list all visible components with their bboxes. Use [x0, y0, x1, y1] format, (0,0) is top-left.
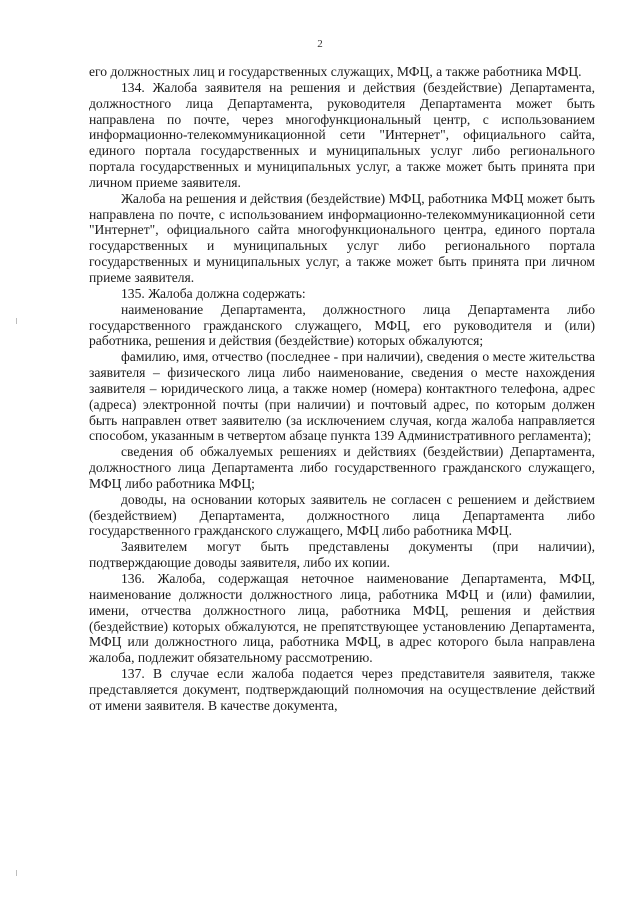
- paragraph-137: 137. В случае если жалоба подается через представителя заявителя, также представляется документ, подтверждающий полномочия на осуществление действий от имени заявителя. В качестве документа,: [89, 666, 595, 713]
- paragraph-134-mfc: Жалоба на решения и действия (бездействие) МФЦ, работника МФЦ может быть направлена по почте, с использованием информационно-телекоммуникационной сети "Интернет", официального сайта многофункционального центра, единого портала государственных и муниципальных услуг либо регионального портала государственных и муниципальных услуг, а также может быть принята при личном приеме заявителя.: [89, 190, 595, 285]
- paragraph-135: 135. Жалоба должна содержать:: [121, 285, 306, 301]
- scan-mark: [16, 318, 17, 324]
- document-body: [89, 64, 595, 714]
- paragraph-136: 136. Жалоба, содержащая неточное наименование Департамента, МФЦ, наименование должности должностного лица, работника МФЦ и (или) фамилии, имени, отчества должностного лица, работника МФЦ, решения и действия (бездействие) которых обжалуются, не препятствующее установлению Департамента, МФЦ или должностного лица, работника МФЦ, в адрес которого была направлена жалоба, подлежит обязательному рассмотрению.: [89, 571, 595, 666]
- paragraph-135-item-applicant: фамилию, имя, отчество (последнее - при наличии), сведения о месте жительства заявителя – физического лица либо наименование, сведения о месте нахождения заявителя – юридического лица, а также номер (номера) контактного телефона, адрес (адреса) электронной почты (при наличии) и почтовый адрес, по которым должен быть направлен ответ заявителю (за исключением случая, когда жалоба направляется способом, указанным в четвертом абзаце пункта 139 Административного регламента);: [89, 349, 595, 444]
- paragraph-135-item-arguments: доводы, на основании которых заявитель не согласен с решением и действием (бездействием) Департамента, должностного лица Департамента либо государственного гражданского служащего, МФЦ либо работника МФЦ.: [89, 491, 595, 539]
- paragraph-135-item-name: наименование Департамента, должностного лица Департамента либо государственного гражданского служащего, МФЦ, его руководителя и (или) работника, решения и действия (бездействие) которых обжалуются;: [89, 301, 595, 349]
- paragraph-continuation: его должностных лиц и государственных служащих, МФЦ, а также работника МФЦ.: [89, 64, 582, 79]
- paragraph-134: 134. Жалоба заявителя на решения и действия (бездействие) Департамента, должностного лица Департамента, руководителя Департамента может быть направлена по почте, через многофункциональный центр, с использованием информационно-телекоммуникационной сети "Интернет", официального сайта, единого портала государственных и муниципальных услуг либо регионального портала государственных и муниципальных услуг, а также может быть принята при личном приеме заявителя.: [89, 79, 595, 190]
- paragraph-135-item-decisions: сведения об обжалуемых решениях и действиях (бездействии) Департамента, должностного лица Департамента либо государственного гражданского служащего, МФЦ либо работника МФЦ;: [89, 444, 595, 491]
- scan-mark: [16, 870, 17, 876]
- page-number: 2: [317, 38, 323, 50]
- paragraph-135-documents: Заявителем могут быть представлены документы (при наличии), подтверждающие доводы заявителя, либо их копии.: [89, 539, 595, 571]
